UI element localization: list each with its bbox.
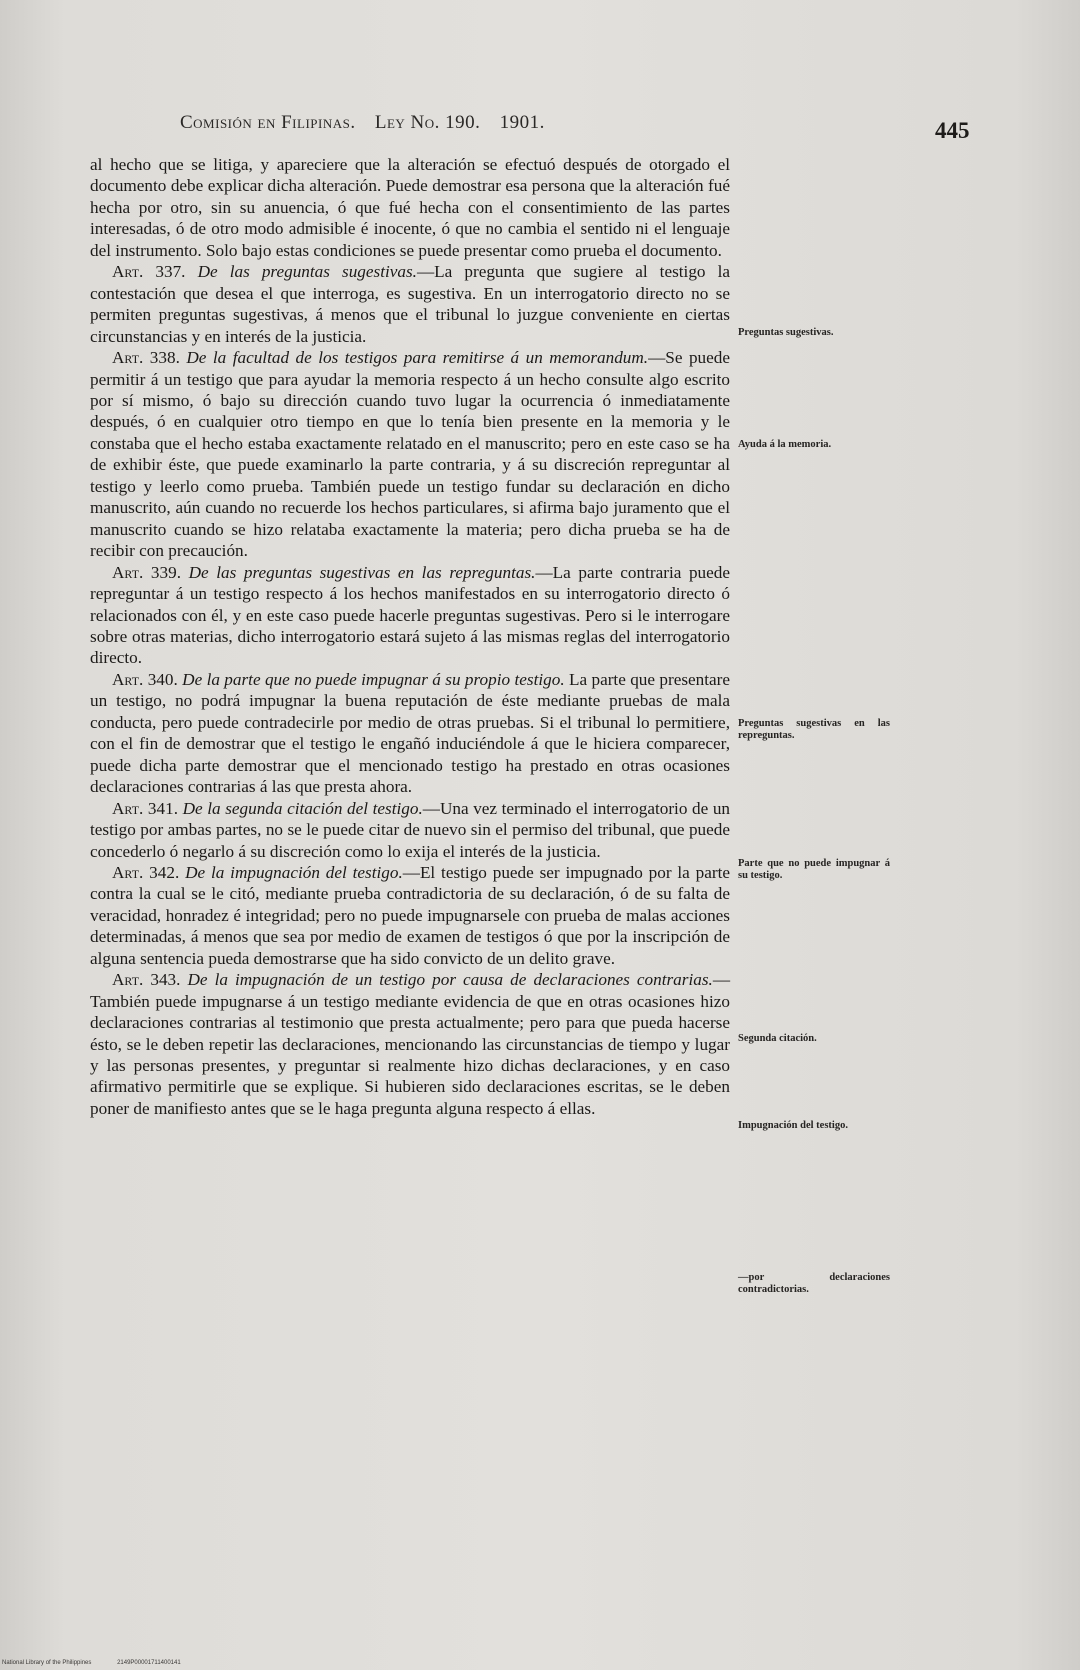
article-number: Art. 337. [112, 262, 186, 282]
article-number: Art. 342. [112, 862, 180, 882]
article-title: De la segunda citación del testigo. [182, 798, 423, 818]
article-title: De la facultad de los testigos para remitirse á un memorandum. [186, 348, 649, 368]
article-text: —El testigo puede ser impugnado por la parte contra la cual se le citó, mediante prueba contradictoria de su declaración, ó de su falta de veracidad, honradez é integridad; pero no puede impugnarsele con prueba de malas acciones determinadas, á menos que sea por medio de examen de testigos ó que por la inscripción de alguna sentencia pueda demostrarse que ha sido convicto de un delito grave. [90, 862, 731, 968]
paragraph-continuation [90, 154, 730, 261]
running-head [180, 112, 559, 134]
article-337 [90, 261, 730, 347]
article-number: Art. 341. [112, 798, 178, 818]
article-342 [90, 862, 730, 969]
article-text: —La parte contraria puede repreguntar á un testigo respecto á los hechos manifestados en su interrogatorio directo ó relacionados con él, y en este caso puede hacerle preguntas sugestivas. Pero si le interrogare sobre otras materias, dicho interrogatorio estará sujeto á las mismas reglas del interrogatorio directo. [90, 562, 731, 668]
article-text: —Una vez terminado el interrogatorio de un testigo por ambas partes, no se le puede citar de nuevo sin el permiso del tribunal, que puede concederlo ó negarlo á su discreción como lo exija el interés de la justicia. [90, 798, 731, 861]
margin-note-preguntas-repreguntas: Preguntas sugestivas en las repreguntas. [738, 718, 890, 741]
article-title: De la parte que no puede impugnar á su propio testigo. [182, 669, 565, 689]
article-text: —Se puede permitir á un testigo que para ayudar la memoria respecto á un hecho consulte algo escrito por sí mismo, ó bajo su dirección cuando tuvo lugar la ocurrencia ó inmediatamente después, ó en cualquier otro tiempo en que lo tenía bien presente en la memoria y le constaba que el hecho estaba exactamente relatado en el manuscrito; pero en este caso se ha de exhibir éste, que puede examinarlo la parte contraria, y á su discreción repreguntar al testigo y leerlo como prueba. También puede un testigo fundar su declaración en dicho manuscrito, aún cuando no recuerde los hechos particulares, si afirma bajo juramento que el manuscrito cuando se hizo relataba exactamente la materia; pero dicha prueba se ha de recibir con precaución. [90, 348, 730, 561]
footer-institution: National Library of the Philippines [2, 1660, 92, 1666]
margin-note-preguntas-sugestivas: Preguntas sugestivas. [738, 327, 834, 338]
article-text: —La pregunta que sugiere al testigo la contestación que desea el que interroga, es sugestiva. En un interrogatorio directo no se permiten preguntas sugestivas, á menos que el tribunal lo juzgue conveniente en ciertas circunstancias y en interés de la justicia. [90, 262, 730, 346]
article-341 [90, 798, 730, 862]
body-text [90, 154, 730, 1119]
running-head-year: 1901. [499, 112, 545, 133]
article-339 [90, 562, 730, 669]
running-head-law: Ley No. 190. [374, 112, 481, 133]
article-title: De la impugnación de un testigo por causa de declaraciones contrarias. [187, 970, 713, 990]
article-text: La parte que presentare un testigo, no podrá impugnar la buena reputación de éste mediante pruebas de mala conducta, pero puede contradecirle por medio de otras pruebas. Si el tribunal lo permitiere, con el fin de demostrar que el testigo le engañó induciéndole á que le hiciera comparecer, puede dicha parte demostrar que el mencionado testigo ha prestado en otras ocasiones declaraciones contrarias á las que presta ahora. [90, 669, 731, 797]
footer-identifier: 2149P00001711400141 [117, 1660, 181, 1666]
article-340 [90, 669, 730, 798]
paragraph-text: al hecho que se litiga, y apareciere que la alteración se efectuó después de otorgado el documento debe explicar dicha alteración. Puede demostrar esa persona que la alteración fué hecha por otro, sin su anuencia, ó que fué hecha con el consentimiento de las partes interesadas, ó de otro modo admisible é inocente, ó que no cambia el sentido ni el lenguaje del instrumento. Solo bajo estas condiciones se puede presentar como prueba el documento. [90, 155, 730, 260]
running-head-commission: Comisión en Filipinas. [180, 112, 356, 133]
article-343 [90, 969, 730, 1119]
article-title: De las preguntas sugestivas. [197, 262, 417, 282]
page-number: 445 [935, 118, 970, 143]
margin-note-parte-no-puede-impugnar: Parte que no puede impugnar á su testigo. [738, 858, 890, 881]
margin-note-segunda-citacion: Segunda citación. [738, 1033, 817, 1044]
margin-note-declaraciones-contradictorias: —por declaraciones contradictorias. [738, 1272, 890, 1295]
article-number: Art. 339. [112, 562, 181, 582]
article-text: —También puede impugnarse á un testigo mediante evidencia de que en otras ocasiones hizo declaraciones contrarias al testimonio que presta actualmente; pero para que pueda hacerse ésto, se le deben repetir las declaraciones, mencionando las circunstancias de tiempo y lugar y las personas presentes, y preguntar si realmente hizo dichas declaraciones, y en caso afirmativo permitirle que se explique. Si hubieren sido declaraciones escritas, se le deben poner de manifiesto antes que se le haga pregunta alguna respecto á ellas. [90, 970, 731, 1118]
article-number: Art. 340. [112, 669, 178, 689]
article-title: De las preguntas sugestivas en las repreguntas. [188, 562, 536, 582]
article-number: Art. 343. [112, 970, 181, 990]
scan-footer [2, 1660, 205, 1666]
article-338 [90, 347, 730, 562]
margin-note-ayuda-memoria: Ayuda á la memoria. [738, 439, 832, 450]
article-number: Art. 338. [112, 348, 180, 368]
margin-note-impugnacion-testigo: Impugnación del testigo. [738, 1120, 848, 1131]
article-title: De la impugnación del testigo. [185, 862, 403, 882]
